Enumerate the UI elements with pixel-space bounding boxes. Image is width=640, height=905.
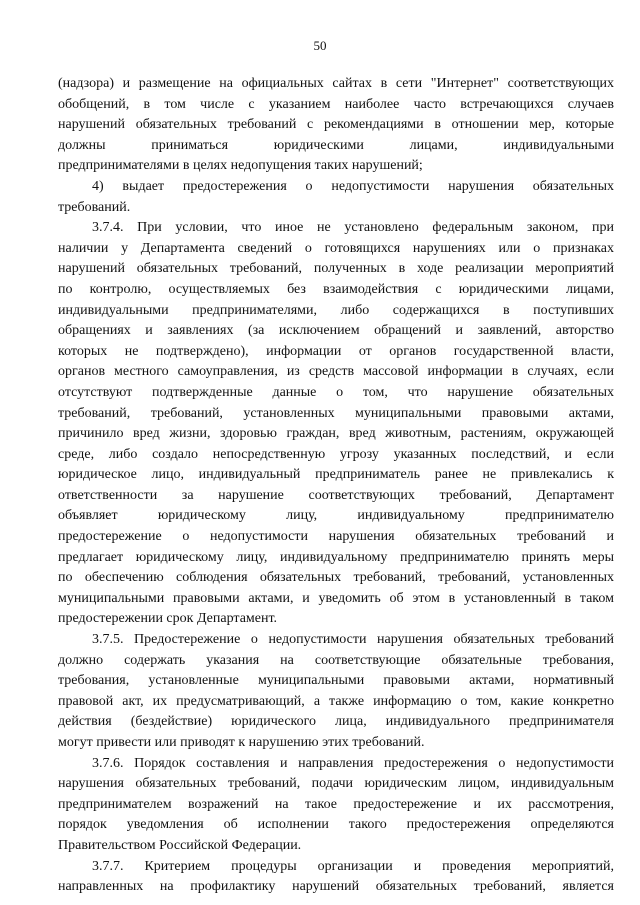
text-line: органов местного самоуправления, из средств массовой информации в случаях, если <box>58 364 614 380</box>
text-line: нарушений обязательных требований, полученных в ходе реализации мероприятий <box>58 261 614 277</box>
text-line: 3.7.7. Критерием процедуры организации и проведения мероприятий, <box>92 858 614 874</box>
text-line: предостережении срок Департамент. <box>58 611 278 627</box>
text-line: правовой акт, их предусматривающий, а также информацию о том, какие конкретно <box>58 693 614 709</box>
text-line: отсутствуют подтвержденные данные о том, что нарушение обязательных <box>58 384 614 400</box>
text-line: направленных на профилактику нарушений обязательных требований, является <box>58 879 614 895</box>
text-line: предлагает юридическому лицу, индивидуальному предпринимателю принять меры <box>58 549 614 565</box>
paragraph-intro-continuation <box>58 74 614 177</box>
text-line: предпринимателем возражений на такое предостережение и их рассмотрения, <box>58 796 614 812</box>
text-line: причинило вред жизни, здоровью граждан, вред животным, растениям, окружающей <box>58 426 614 442</box>
text-line: которых не подтверждено), информации от органов государственной власти, <box>58 343 614 359</box>
text-line: муниципальными правовыми актами, и уведомить об этом в установленный в таком <box>58 590 614 606</box>
text-line: объявляет юридическому лицу, индивидуальному предпринимателю <box>58 508 614 524</box>
paragraph-3-7-5 <box>58 630 614 754</box>
text-line: среде, либо создало непосредственную угрозу указанных последствий, и если <box>58 446 614 462</box>
text-line: обращениях и заявлениях (за исключением обращений и заявлений, авторство <box>58 323 614 339</box>
text-line: предостережение о недопустимости нарушения обязательных требований и <box>58 529 614 545</box>
text-line: индивидуальными предпринимателями, либо содержащихся в поступивших <box>58 302 614 318</box>
text-line: по обеспечению соблюдения обязательных требований, требований, установленных <box>58 570 614 586</box>
paragraph-item-4 <box>58 177 614 218</box>
text-line: требований, требований, установленных муниципальными правовыми актами, <box>58 405 614 421</box>
text-line: 3.7.6. Порядок составления и направления предостережения о недопустимости <box>92 755 614 771</box>
text-line: могут привести или приводят к нарушению этих требований. <box>58 735 425 750</box>
text-line: Правительством Российской Федерации. <box>58 837 302 853</box>
text-line: (надзора) и размещение на официальных сайтах в сети "Интернет" соответствующих <box>58 76 614 91</box>
text-line: 4) выдает предостережения о недопустимости нарушения обязательных <box>92 178 614 194</box>
paragraph-3-7-7 <box>58 857 614 898</box>
text-line: по контролю, осуществляемых без взаимодействия с юридическими лицами, <box>58 281 614 297</box>
text-line: 3.7.4. При условии, что иное не установлено федеральным законом, при <box>92 220 614 236</box>
paragraph-3-7-6 <box>58 754 614 857</box>
text-line: нарушений обязательных требований с рекомендациями в отношении мер, которые <box>58 117 614 133</box>
text-line: ответственности за нарушение соответствующих требований, Департамент <box>58 487 614 503</box>
text-line: обобщений, в том числе с указанием наиболее часто встречающихся случаев <box>58 96 614 112</box>
page-number: 50 <box>313 38 327 53</box>
text-line: порядок уведомления об исполнении такого предостережения определяются <box>58 817 614 833</box>
text-line: 3.7.5. Предостережение о недопустимости нарушения обязательных требований <box>92 632 614 648</box>
text-line: должны приниматься юридическими лицами, индивидуальными <box>58 137 614 153</box>
text-line: действия (бездействие) юридического лица, индивидуального предпринимателя <box>58 714 614 730</box>
document-body <box>58 74 614 898</box>
text-line: требования, установленные муниципальными правовыми актами, нормативный <box>58 673 614 689</box>
text-line: нарушения обязательных требований, подачи юридическим лицом, индивидуальным <box>58 776 614 792</box>
text-line: наличии у Департамента сведений о готовящихся нарушениях или о признаках <box>58 240 614 256</box>
paragraph-3-7-4 <box>58 218 614 630</box>
text-line: предпринимателями в целях недопущения таких нарушений; <box>58 158 423 174</box>
text-line: юридическое лицо, индивидуальный предприниматель ранее не привлекались к <box>58 467 614 483</box>
text-line: требований. <box>58 199 131 215</box>
text-line: должно содержать указания на соответствующие обязательные требования, <box>58 652 614 668</box>
